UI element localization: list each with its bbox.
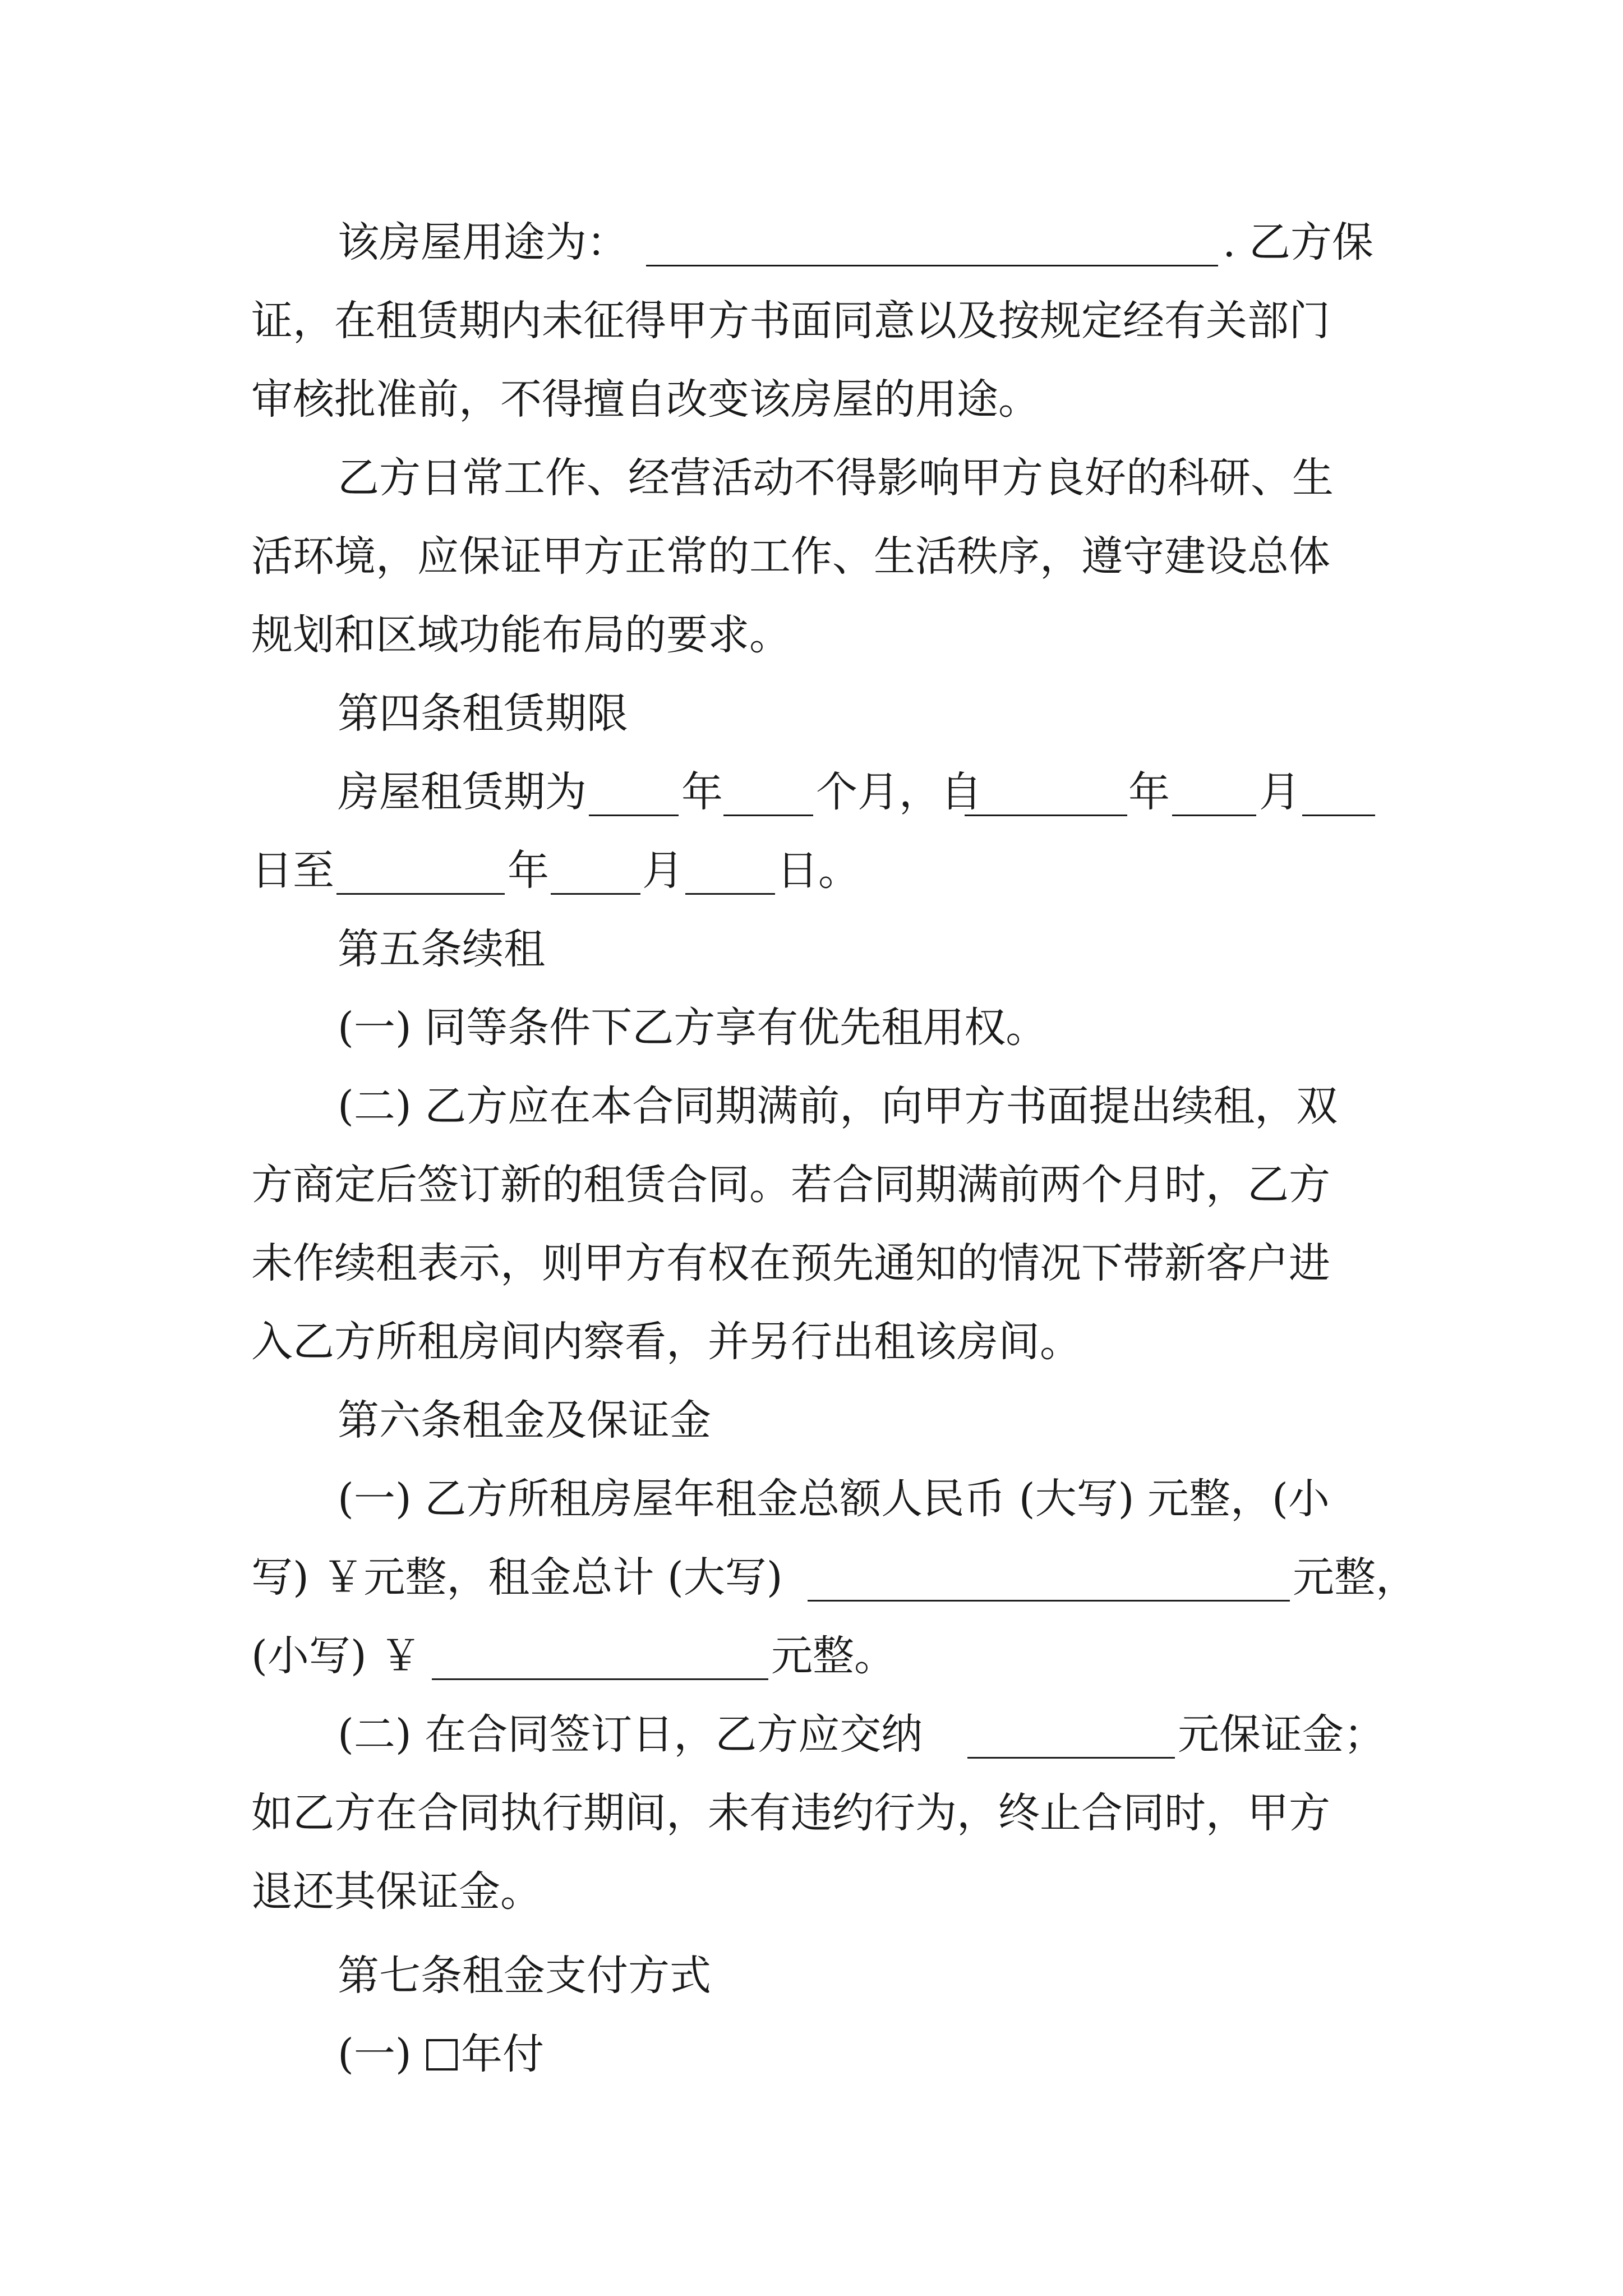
text-segment: 方商定后签订新的租赁合同。若合同期满前两个月时，乙方 <box>251 1161 1330 1209</box>
text-line <box>0 444 1623 512</box>
text-line <box>0 287 1623 355</box>
fill-blank <box>1302 775 1375 816</box>
text-segment: 如乙方在合同执行期间，未有违约行为，终止合同时，甲方 <box>251 1789 1330 1837</box>
section-heading <box>0 915 1623 983</box>
text-line <box>0 994 1623 1061</box>
text-line <box>0 1544 1623 1611</box>
text-line <box>0 1073 1623 1140</box>
text-line <box>0 1151 1623 1218</box>
text-segment: (小写) ￥ <box>251 1632 422 1680</box>
text-segment: 该房屋用途为： <box>338 218 628 266</box>
text-segment: 元整， <box>1293 1553 1417 1602</box>
fill-blank <box>336 854 505 895</box>
fill-blank <box>967 1718 1175 1759</box>
text-segment: 乙方日常工作、经营活动不得影响甲方良好的科研、生 <box>338 454 1334 502</box>
text-line <box>0 1779 1623 1847</box>
text-segment: (一) 乙方所租房屋年租金总额人民币 (大写) 元整，(小 <box>338 1475 1330 1523</box>
annual-payment-option <box>426 2021 544 2088</box>
text-segment: . 乙方保 <box>1223 218 1374 266</box>
fill-blank <box>723 775 813 816</box>
article-title: 第五条续租 <box>338 925 545 973</box>
fill-blank <box>646 226 1218 266</box>
fill-blank <box>1172 775 1256 816</box>
text-segment: 年 <box>681 768 723 816</box>
text-segment: 日。 <box>777 846 860 895</box>
text-line <box>0 366 1623 433</box>
text-segment: 日至 <box>251 846 334 895</box>
text-segment: (二) 在合同签订日，乙方应交纳 <box>338 1710 923 1759</box>
text-line <box>0 1308 1623 1375</box>
text-segment: 个月，自 <box>816 768 982 816</box>
text-segment: 入乙方所租房间内察看，并另行出租该房间。 <box>251 1318 1081 1366</box>
text-segment: 元整。 <box>771 1632 896 1680</box>
text-segment: 月 <box>642 846 684 895</box>
text-line <box>0 1622 1623 1690</box>
text-line <box>0 1858 1623 1925</box>
text-segment: (二) 乙方应在本合同期满前，向甲方书面提出续租，双 <box>338 1082 1338 1130</box>
fill-blank <box>685 854 775 895</box>
text-segment: 证，在租赁期内未征得甲方书面同意以及按规定经有关部门 <box>251 297 1330 345</box>
option-label: 年付 <box>461 2030 544 2078</box>
text-segment: 月 <box>1259 768 1301 816</box>
text-segment: 退还其保证金。 <box>251 1867 542 1916</box>
text-segment: 元保证金； <box>1178 1710 1385 1759</box>
fill-blank <box>589 775 679 816</box>
text-segment: 规划和区域功能布局的要求。 <box>251 611 791 659</box>
text-line <box>0 758 1623 826</box>
article-title: 第七条租金支付方式 <box>338 1952 711 2000</box>
text-line <box>0 1701 1623 1768</box>
fill-blank <box>808 1561 1290 1602</box>
text-segment: 未作续租表示，则甲方有权在预先通知的情况下带新客户进 <box>251 1239 1330 1287</box>
text-segment: (一) <box>338 2030 412 2078</box>
text-segment: (一) 同等条件下乙方享有优先租用权。 <box>338 1004 1048 1052</box>
checkbox-icon <box>426 2039 458 2070</box>
text-line <box>0 209 1623 276</box>
text-segment: 年 <box>508 846 549 895</box>
article-title: 第六条租金及保证金 <box>338 1396 711 1444</box>
text-line <box>0 1230 1623 1297</box>
text-segment: 房屋租赁期为 <box>338 768 587 816</box>
text-segment: 写) ￥元整，租金总计 (大写) <box>251 1553 783 1602</box>
text-line <box>0 601 1623 669</box>
section-heading <box>0 1942 1623 2009</box>
article-title: 第四条租赁期限 <box>338 689 628 738</box>
text-segment: 年 <box>1128 768 1170 816</box>
text-line <box>0 837 1623 904</box>
fill-blank <box>551 854 640 895</box>
section-heading <box>0 1387 1623 1454</box>
section-heading <box>0 680 1623 747</box>
fill-blank <box>965 775 1127 816</box>
text-line <box>0 523 1623 590</box>
fill-blank <box>432 1639 768 1680</box>
text-segment: 审核批准前，不得擅自改变该房屋的用途。 <box>251 375 1040 424</box>
text-line <box>0 1465 1623 1533</box>
text-segment: 活环境，应保证甲方正常的工作、生活秩序，遵守建设总体 <box>251 532 1330 581</box>
text-line <box>0 2021 1623 2088</box>
